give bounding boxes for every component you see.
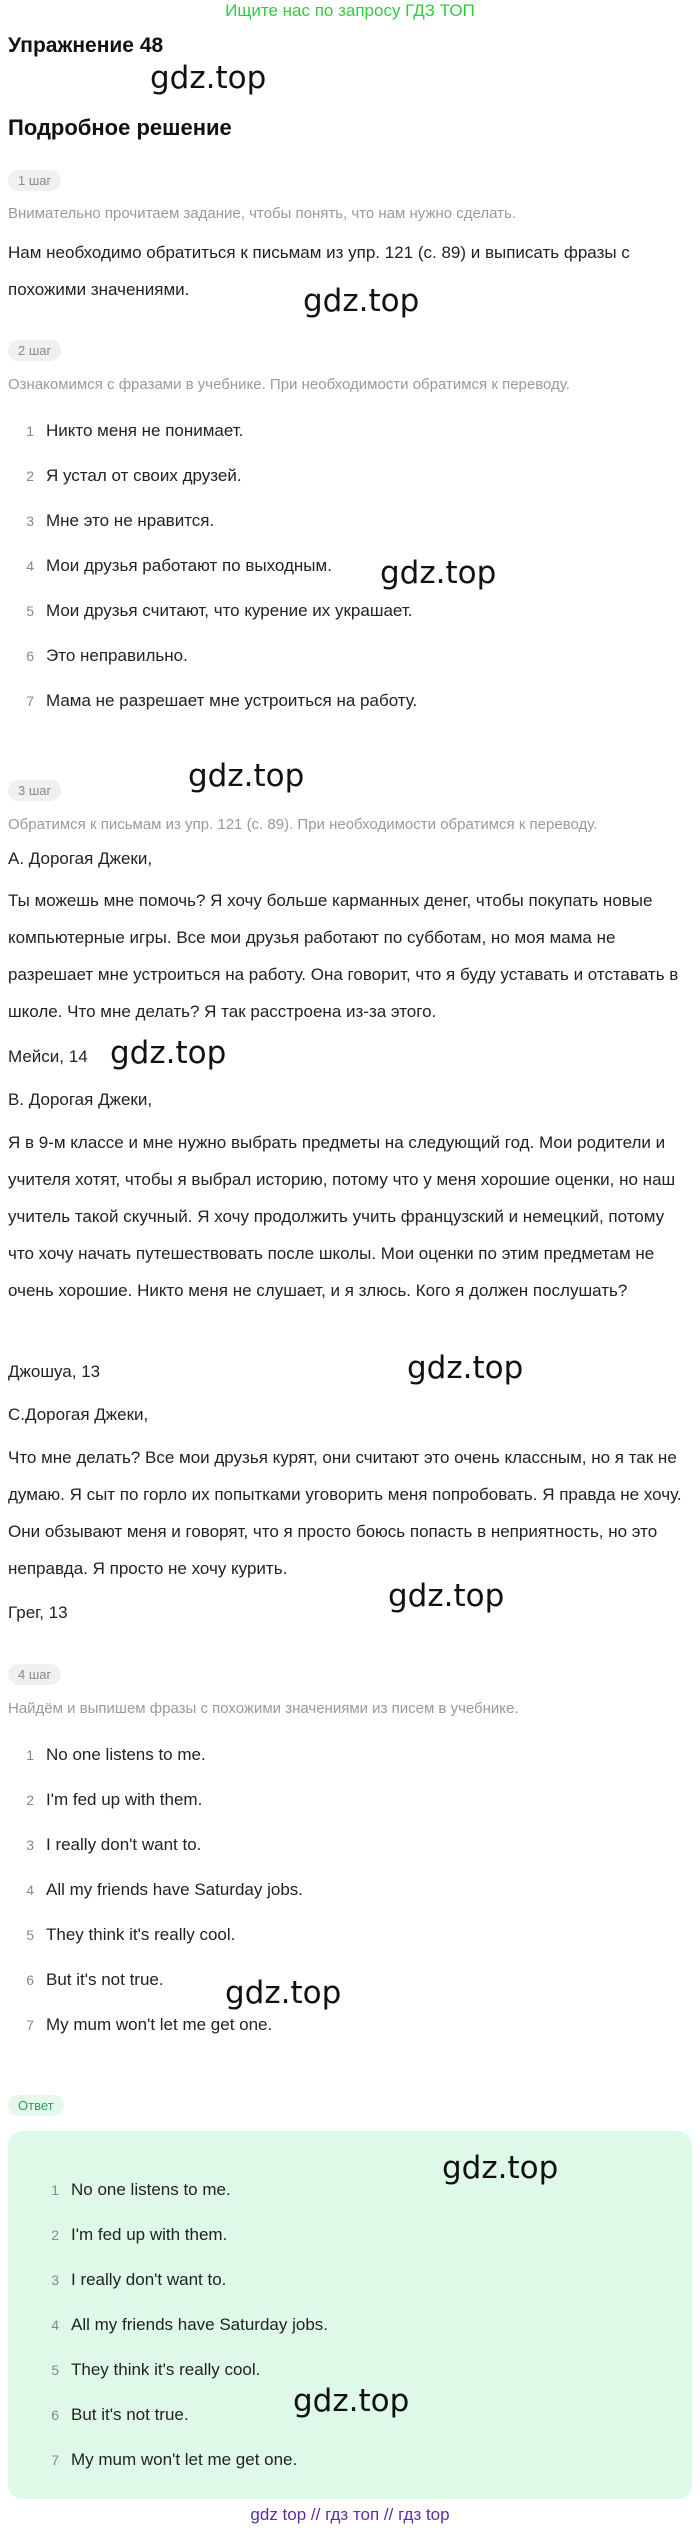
list-item: 2 Я устал от своих друзей. <box>26 466 242 485</box>
step-4-hint: Найдём и выпишем фразы с похожими значениями из писем в учебнике. <box>8 1700 519 1717</box>
step-2-hint: Ознакомимся с фразами в учебнике. При необходимости обратимся к переводу. <box>8 376 570 393</box>
watermark: gdz.top <box>442 2150 559 2186</box>
list-item: 1 No one listens to me. <box>26 1745 206 1764</box>
step-1-text: Нам необходимо обратиться к письмам из упр. 121 (с. 89) и выписать фразы с похожими значениями. <box>8 243 630 299</box>
watermark: gdz.top <box>225 1975 342 2011</box>
list-item: 4 All my friends have Saturday jobs. <box>51 2315 329 2334</box>
list-item: 5 Мои друзья считают, что курение их украшает. <box>26 601 413 620</box>
letter-a-text: Ты можешь мне помочь? Я хочу больше карманных денег, чтобы покупать новые компьютерные игры. Все мои друзья работают по субботам, но моя мама не разрешает мне устроиться на работу. Она говорит, что я буду уставать и отставать в школе. Что мне делать? Я так расстроена из-за этого. <box>8 891 679 1021</box>
letter-c-heading: С.Дорогая Джеки, <box>8 1405 149 1424</box>
list-item: 7 My mum won't let me get one. <box>26 2015 273 2034</box>
step-4-badge: 4 шаг <box>8 1664 61 1685</box>
step-1-hint: Внимательно прочитаем задание, чтобы понять, что нам нужно сделать. <box>8 205 517 222</box>
section-title: Подробное решение <box>8 115 232 140</box>
step-3-hint: Обратимся к письмам из упр. 121 (с. 89). При необходимости обратимся к переводу. <box>8 816 598 833</box>
letter-a-signature: Мейси, 14 <box>8 1047 88 1066</box>
list-item: 5 They think it's really cool. <box>51 2360 261 2379</box>
list-item: 7 My mum won't let me get one. <box>51 2450 298 2469</box>
letter-b-text: Я в 9-м классе и мне нужно выбрать предметы на следующий год. Мои родители и учителя хотят, чтобы я выбрал историю, потому что у меня хорошие оценки, но наш учитель такой скучный. Я хочу продолжить учить французский и немецкий, потому что хочу начать путешествовать после школы. Мои оценки по этим предметам не очень хорошие. Никто меня не слушает, и я злюсь. Кого я должен послушать? <box>8 1133 676 1300</box>
list-item: 2 I'm fed up with them. <box>51 2225 228 2244</box>
footer-links[interactable]: gdz top // гдз топ // гдз top <box>250 2505 450 2524</box>
list-item: 3 I really don't want to. <box>51 2270 227 2289</box>
watermark: gdz.top <box>388 1578 505 1614</box>
list-item: 7 Мама не разрешает мне устроиться на работу. <box>26 691 418 710</box>
letter-a-heading: А. Дорогая Джеки, <box>8 849 153 868</box>
list-item: 4 All my friends have Saturday jobs. <box>26 1880 304 1899</box>
page-title: Упражнение 48 <box>8 34 164 57</box>
top-banner[interactable]: Ищите нас по запросу ГДЗ ТОП <box>225 1 475 20</box>
step-1-badge: 1 шаг <box>8 170 61 191</box>
list-item: 3 I really don't want to. <box>26 1835 202 1854</box>
list-item: 5 They think it's really cool. <box>26 1925 236 1944</box>
list-item: 2 I'm fed up with them. <box>26 1790 203 1809</box>
list-item: 4 Мои друзья работают по выходным. <box>26 556 332 575</box>
list-item: 6 But it's not true. <box>26 1970 164 1989</box>
watermark: gdz.top <box>150 60 267 96</box>
watermark: gdz.top <box>110 1035 227 1071</box>
watermark: gdz.top <box>407 1350 524 1386</box>
list-item: 1 No one listens to me. <box>51 2180 231 2199</box>
watermark: gdz.top <box>303 283 420 319</box>
list-item: 3 Мне это не нравится. <box>26 511 215 530</box>
letter-c-signature: Грег, 13 <box>8 1603 68 1622</box>
list-item: 6 Это неправильно. <box>26 646 188 665</box>
list-item: 1 Никто меня не понимает. <box>26 421 244 440</box>
watermark: gdz.top <box>188 758 305 794</box>
list-item: 6 But it's not true. <box>51 2405 189 2424</box>
answer-badge: Ответ <box>8 2095 64 2116</box>
watermark: gdz.top <box>380 555 497 591</box>
step-3-badge: 3 шаг <box>8 780 61 801</box>
letter-c-text: Что мне делать? Все мои друзья курят, они считают это очень классным, но я так не думаю. Я сыт по горло их попытками уговорить меня попробовать. Я правда не хочу. Они обзывают меня и говорят, что я просто боюсь попасть в неприятность, но это неправда. Я просто не хочу курить. <box>8 1448 682 1578</box>
watermark: gdz.top <box>293 2383 410 2419</box>
step-2-badge: 2 шаг <box>8 340 61 361</box>
letter-b-heading: В. Дорогая Джеки, <box>8 1090 153 1109</box>
letter-b-signature: Джошуа, 13 <box>8 1362 101 1381</box>
